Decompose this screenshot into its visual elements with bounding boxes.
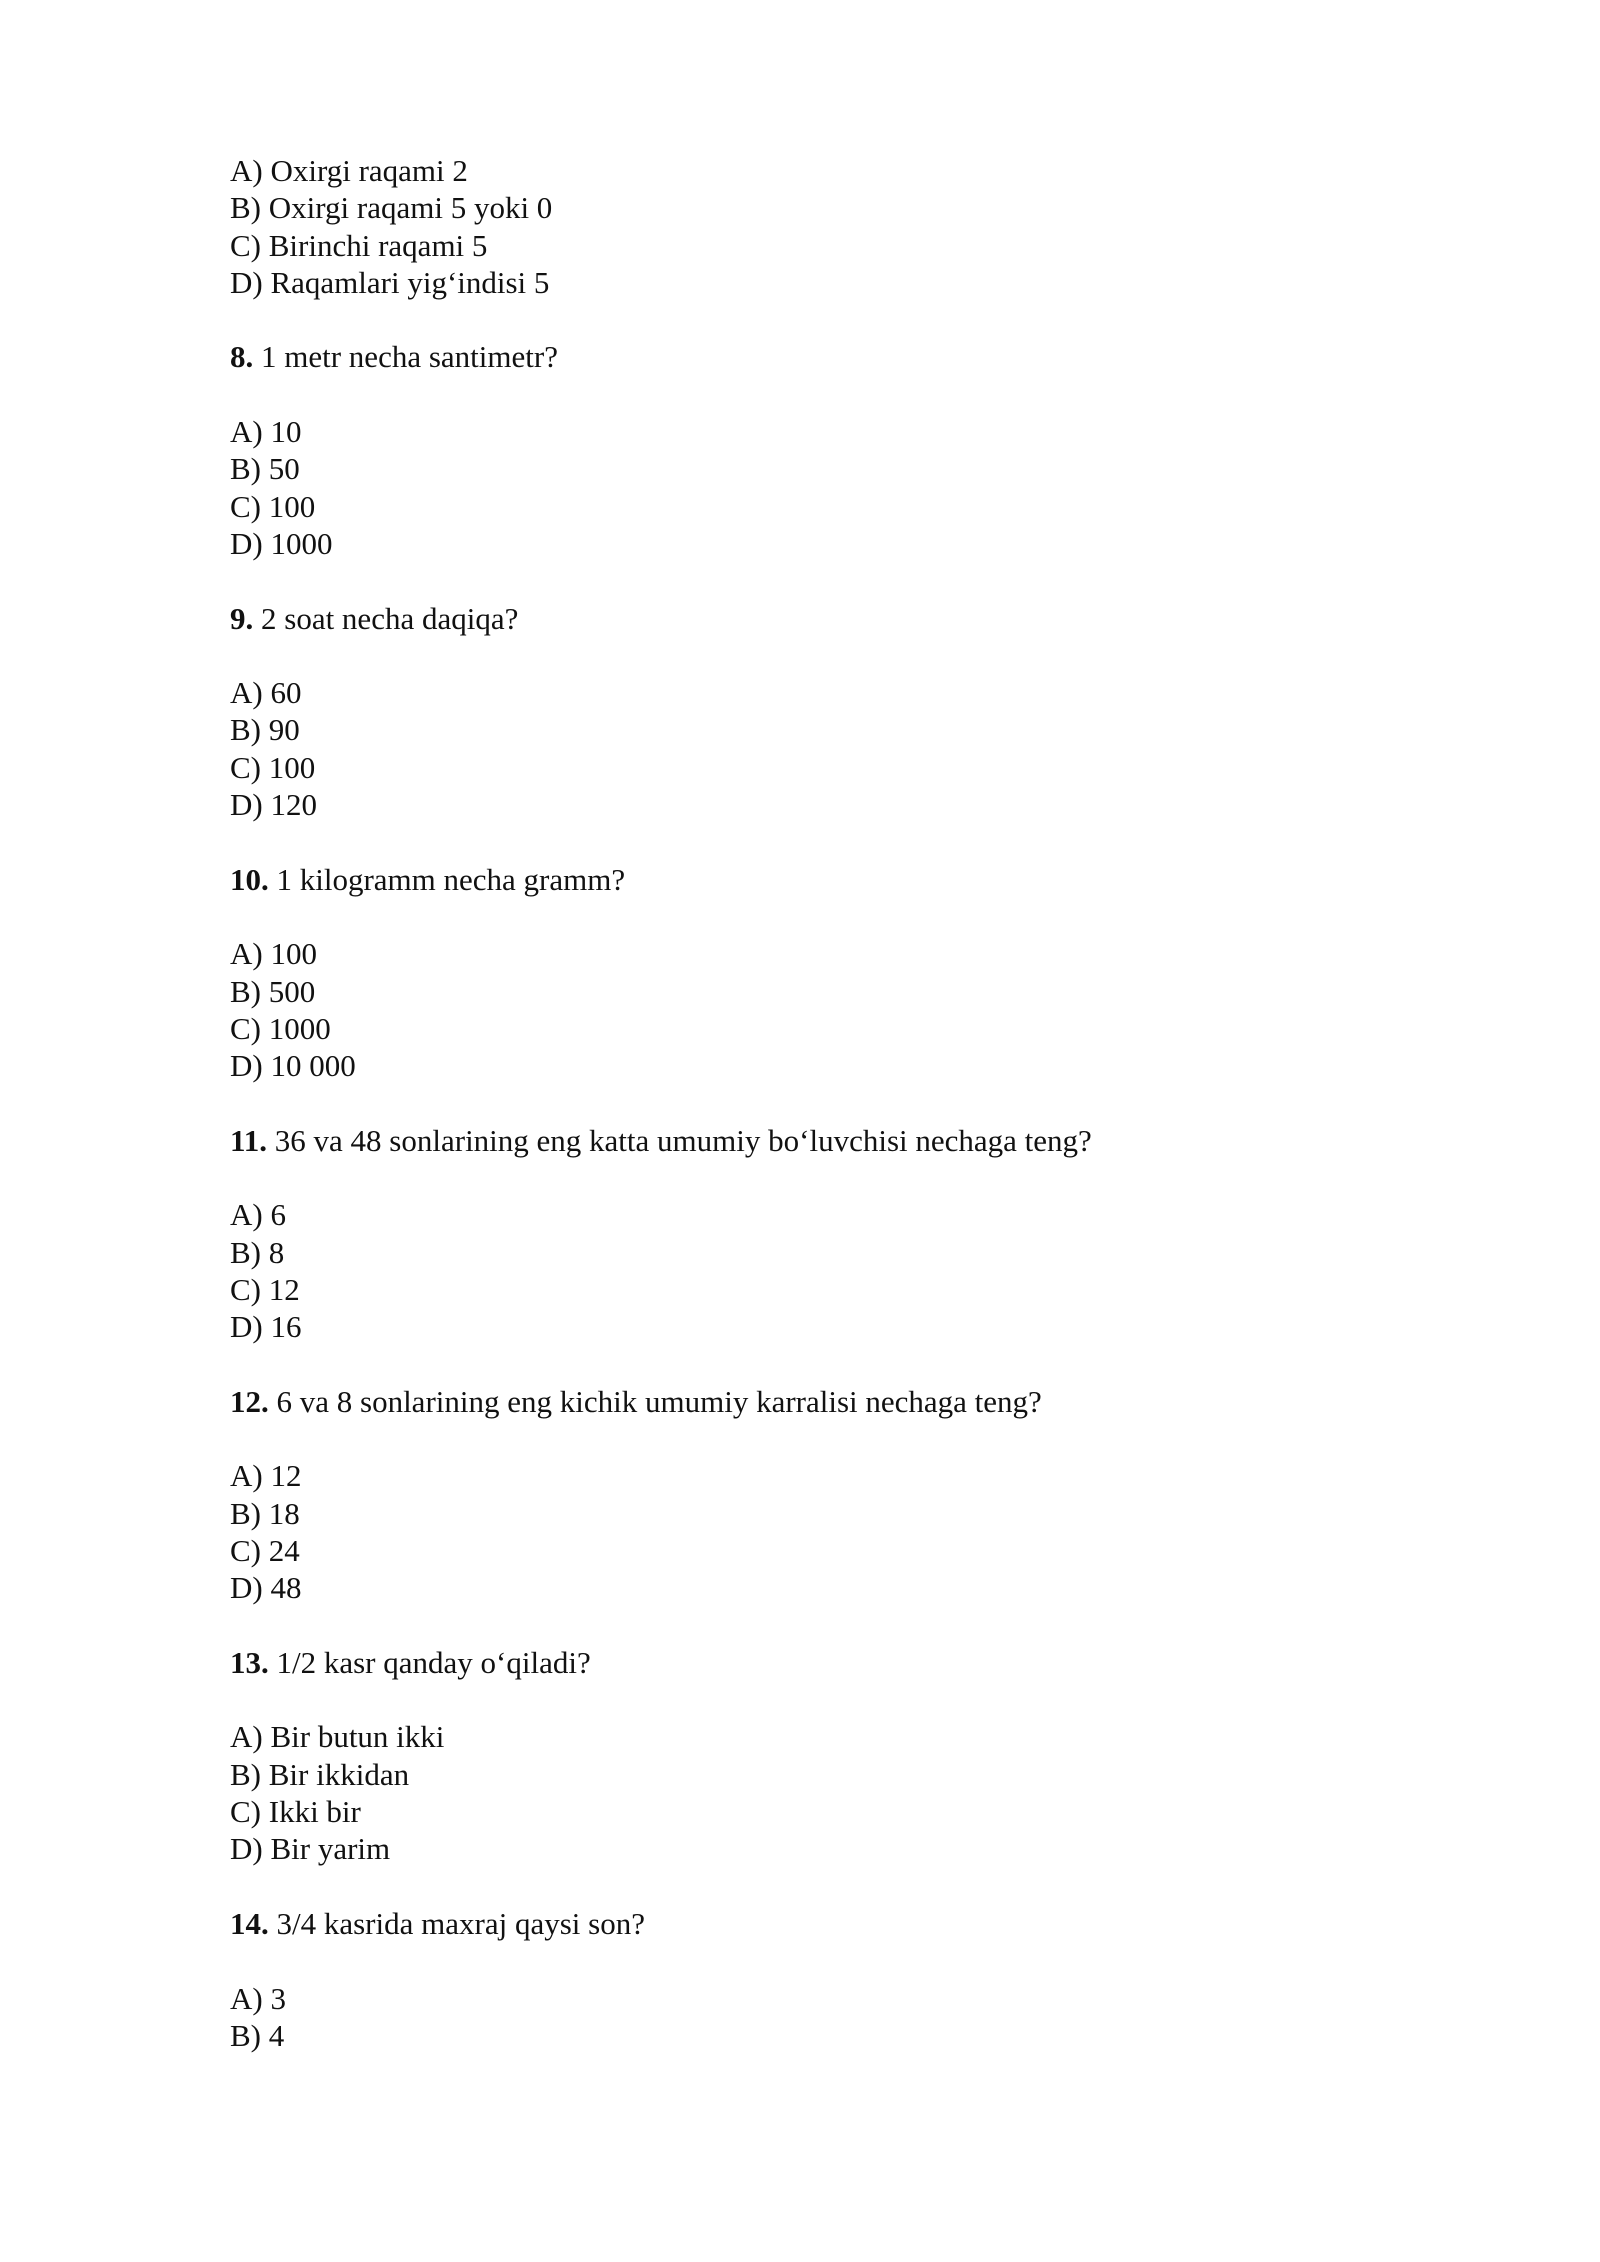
question-text [230, 600, 1430, 637]
question-number: 9. [230, 600, 254, 636]
option-line: B) Bir ikkidan [230, 1756, 410, 1792]
option-line: C) 24 [230, 1532, 300, 1568]
question-text [230, 1122, 1430, 1159]
question-13 [230, 1644, 1430, 1868]
question-stem: 2 soat necha daqiqa? [253, 600, 519, 636]
question-stem: 3/4 kasrida maxraj qaysi son? [268, 1905, 645, 1941]
question-14 [230, 1905, 1430, 2054]
option-line: B) Oxirgi raqami 5 yoki 0 [230, 190, 553, 226]
option-line: A) 6 [230, 1197, 286, 1233]
previous-question-options [230, 152, 1430, 301]
option-line: B) 90 [230, 712, 300, 748]
option-line: C) 12 [230, 1271, 300, 1307]
question-text [230, 861, 1430, 898]
question-text [230, 1644, 1430, 1681]
question-number: 13. [230, 1644, 269, 1680]
option-line: A) 12 [230, 1458, 302, 1494]
question-number: 10. [230, 861, 269, 897]
option-line: C) 100 [230, 749, 316, 785]
option-line: B) 50 [230, 451, 300, 487]
option-line: D) 120 [230, 787, 317, 823]
option-line: A) 3 [230, 1980, 286, 2016]
option-line: C) 1000 [230, 1010, 331, 1046]
question-number: 12. [230, 1383, 269, 1419]
question-stem: 6 va 8 sonlarining eng kichik umumiy karralisi nechaga teng? [268, 1383, 1042, 1419]
question-text [230, 1383, 1430, 1420]
document-body [230, 152, 1430, 2054]
question-stem: 1 kilogramm necha gramm? [268, 861, 626, 897]
question-12 [230, 1383, 1430, 1607]
question-number: 11. [230, 1122, 268, 1158]
question-11 [230, 1122, 1430, 1346]
option-line: D) 1000 [230, 525, 333, 561]
question-number: 8. [230, 339, 254, 375]
option-line: C) Birinchi raqami 5 [230, 227, 488, 263]
option-line: B) 4 [230, 2017, 285, 2053]
option-line: D) 16 [230, 1309, 302, 1345]
option-line: B) 18 [230, 1495, 300, 1531]
option-line: A) 60 [230, 675, 302, 711]
option-line: A) Bir butun ikki [230, 1719, 445, 1755]
option-line: D) 48 [230, 1570, 302, 1606]
question-number: 14. [230, 1905, 269, 1941]
question-8 [230, 338, 1430, 562]
option-line: C) Ikki bir [230, 1794, 361, 1830]
option-line: D) 10 000 [230, 1048, 356, 1084]
option-line: C) 100 [230, 488, 316, 524]
option-line: A) Oxirgi raqami 2 [230, 153, 468, 188]
question-text [230, 1905, 1430, 1942]
question-stem: 1 metr necha santimetr? [253, 339, 558, 375]
option-line: A) 10 [230, 414, 302, 450]
question-text [230, 338, 1430, 375]
question-9 [230, 600, 1430, 824]
option-line: B) 500 [230, 973, 316, 1009]
option-line: A) 100 [230, 936, 317, 972]
option-line: B) 8 [230, 1234, 285, 1270]
question-10 [230, 861, 1430, 1085]
question-stem: 1/2 kasr qanday o‘qiladi? [268, 1644, 591, 1680]
option-line: D) Raqamlari yig‘indisi 5 [230, 264, 550, 300]
option-line: D) Bir yarim [230, 1831, 391, 1867]
question-stem: 36 va 48 sonlarining eng katta umumiy bo‘luvchisi nechaga teng? [267, 1122, 1092, 1158]
